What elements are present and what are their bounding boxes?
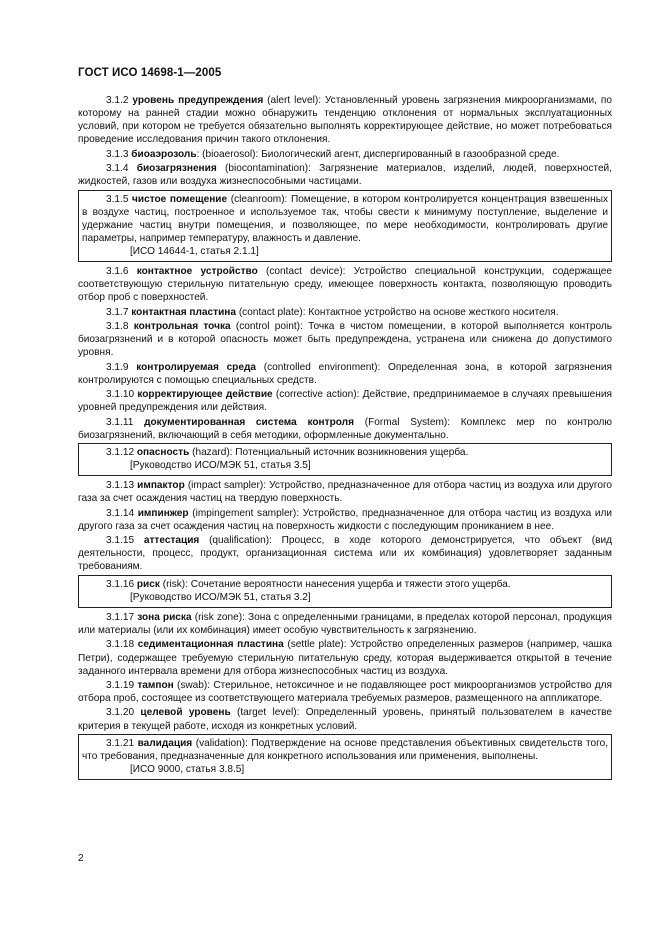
term-entry: 3.1.7 контактная пластина (contact plate): Контактное устройство на основе жесткого носителя. (106, 306, 559, 318)
term-entry: 3.1.2 уровень предупреждения (alert level): Установленный уровень загрязнения микроорганизмами, по которому на ранней стадии можно обнаружить тенденцию отклонения от нормальных эксплуатационных условий, при котором не требуется обязательно выполнять корректирующее действие, но может потребоваться проведение исследования причин такого отклонения. (78, 95, 612, 146)
term-entry: 3.1.3 биоаэрозоль: (bioaerosol): Биологический агент, диспергированный в газообразной среде. (106, 148, 560, 160)
page-number: 2 (78, 853, 84, 864)
term-entry: 3.1.13 импактор (impact sampler): Устройство, предназначенное для отбора частиц из воздуха или другого газа за счет осаждения частиц на твердую поверхность. (78, 480, 613, 505)
term-source: [ИСО 14644-1, статья 2.1.1] (130, 245, 259, 257)
boxed-term (78, 190, 612, 262)
term-entry: 3.1.9 контролируемая среда (controlled environment): Определенная зона, в которой загрязнения контролируются с помощью специальных средств. (78, 361, 612, 386)
term-entry: 3.1.8 контрольная точка (control point): Точка в чистом помещении, в которой выполняется контроль биозагрязнений и в которой опасность может быть предупреждена, устранена или снижена до допустимого уровня. (78, 320, 613, 359)
term-source: [Руководство ИСО/МЭК 51, статья 3.2] (130, 591, 311, 603)
term-entry: 3.1.18 седиментационная пластина (settle plate): Устройство определенных размеров (например, чашка Петри), содержащее требуемую стерильную питательную среду, которая выдерживается открытой в течение заданного интервала времени для отбора жизнеспособных частиц из воздуха. (78, 639, 612, 677)
term-entry: 3.1.12 опасность (hazard): Потенциальный источник возникновения ущерба. (106, 447, 469, 459)
term-entry: 3.1.16 риск (risk): Сочетание вероятности нанесения ущерба и тяжести этого ущерба. (106, 578, 511, 590)
term-source: [Руководство ИСО/МЭК 51, статья 3.5] (130, 460, 311, 472)
term-source: [ИСО 9000, статья 3.8.5] (130, 764, 245, 776)
boxed-term (78, 734, 612, 780)
term-entry: 3.1.20 целевой уровень (target level): Определенный уровень, принятый пользователем в качестве критерия в текущей работе, исходя из конкретных условий. (78, 707, 612, 732)
term-entry: 3.1.19 тампон (swab): Стерильное, нетоксичное и не подавляющее рост микроорганизмов устройство для отбора проб, состоящее из соответствующего материала требуемых размеров, размещенного на аппликаторе. (78, 680, 612, 705)
document-header: ГОСТ ИСО 14698-1—2005 (78, 67, 222, 79)
term-entry: 3.1.15 аттестация (qualification): Процесс, в ходе которого демонстрируется, что объект (вид деятельности, процесс, продукт, организационная система или их комбинация) удовлетворяет заданным требованиям. (78, 535, 613, 573)
term-entry: 3.1.14 импинжер (impingement sampler): Устройство, предназначенное для отбора частиц из воздуха или другого газа за счет осаждения частиц на поверхность жидкости с последующим прониканием в нее. (78, 507, 612, 532)
term-entry: 3.1.5 чистое помещение (cleanroom): Помещение, в котором контролируется концентрация взвешенных в воздухе частиц, построенное и используемое так, чтобы свести к минимуму поступление, выделение и удержание частиц внутри помещения, и позволяющее, по мере необходимости, контролировать другие параметры, например температуру, влажность и давление. (82, 193, 609, 244)
term-entry: 3.1.21 валидация (validation): Подтверждение на основе представления объективных свидетельств того, что требования, предназначенные для конкретного использования или применения, выполнены. (82, 737, 608, 763)
term-entry: 3.1.10 корректирующее действие (corrective action): Действие, предпринимаемое в случаях превышения уровней предупреждения или действия. (78, 389, 612, 414)
boxed-term (78, 443, 612, 476)
term-entry: 3.1.11 документированная система контроля (Formal System): Комплекс мер по контролю биозагрязнений, включающий в себя методики, оформленные документально. (78, 416, 612, 441)
terms-list (78, 94, 612, 783)
term-entry: 3.1.6 контактное устройство (contact device): Устройство специальной конструкции, содержащее соответствующую стерильную питательную среду, имеющее поверхность контакта, позволяющую проводить отбор проб с поверхностей. (78, 266, 613, 304)
boxed-term (78, 575, 612, 608)
term-entry: 3.1.17 зона риска (risk zone): Зона с определенными границами, в пределах которой персонал, продукция или материалы (или их комбинация) имеет особую чувствительность к загрязнению. (78, 611, 612, 637)
term-entry: 3.1.4 биозагрязнения (biocontamination): Загрязнение материалов, изделий, людей, поверхностей, жидкостей, газов или воздуха жизнеспособными частицами. (78, 163, 613, 188)
